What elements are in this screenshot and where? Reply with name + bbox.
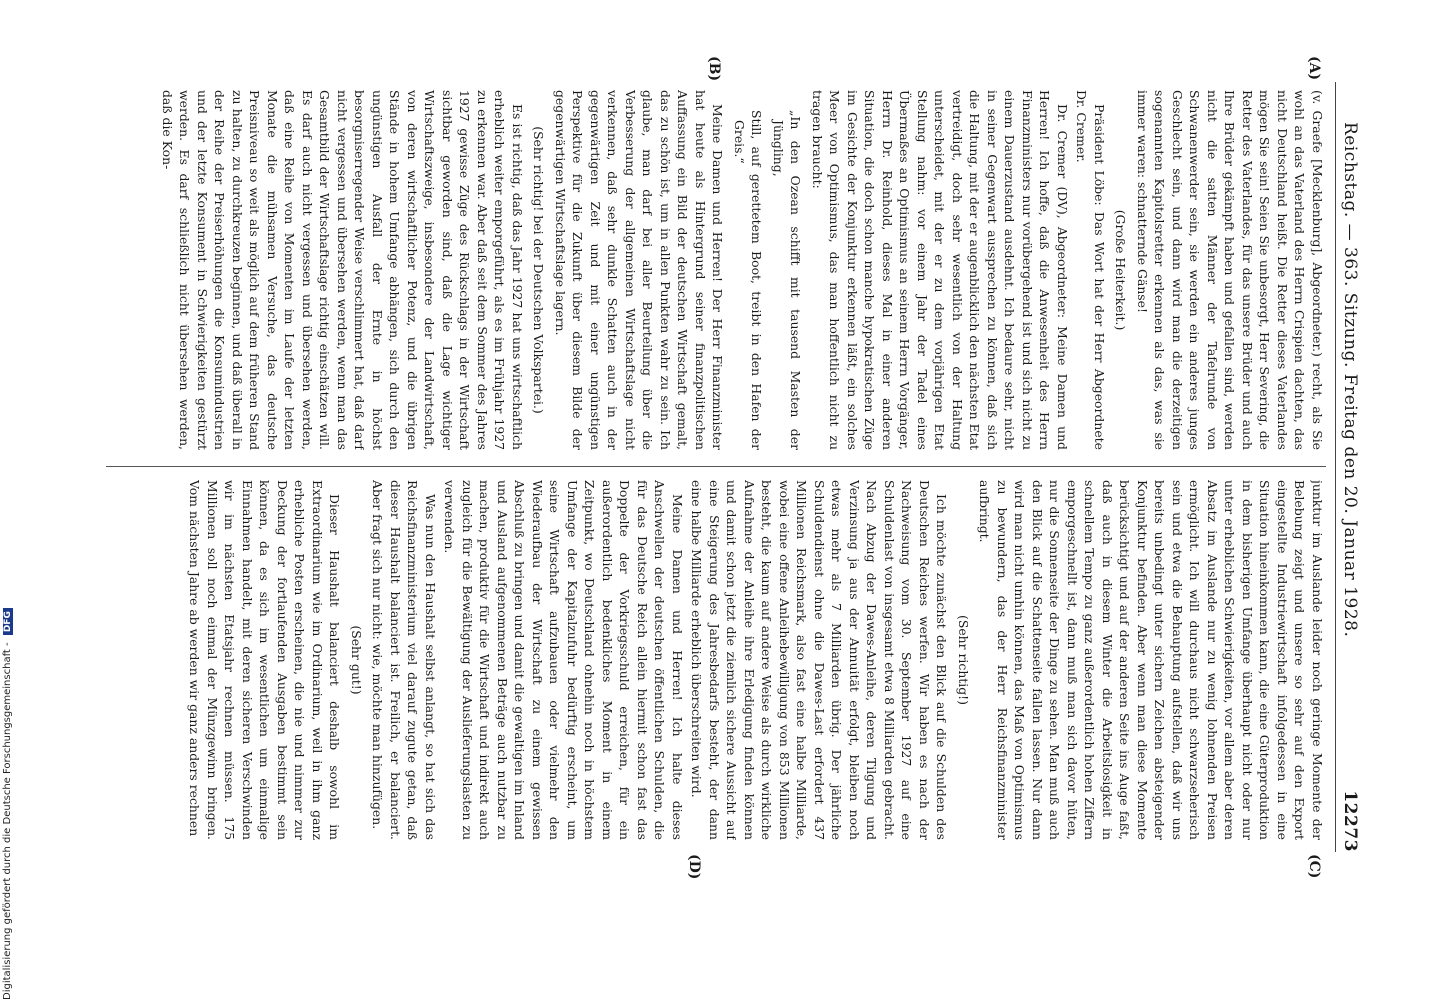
paragraph: Präsident Löbe: Das Wort hat der Herr Abgeordnete Dr. Cremer. xyxy=(1074,90,1107,450)
column-divider xyxy=(106,466,1326,467)
digitization-credit xyxy=(2,0,16,1000)
dfg-logo: DFG xyxy=(3,608,13,635)
credit-text xyxy=(2,608,13,1000)
paragraph: junktur im Auslande leider noch geringe Momente der Belebung zeigt und unsere so sehr auf den Export eingestellte Industriewirtschaft infolgedessen in eine Situation hineinkommen kann, die eine Güterproduktion in dem bisherigen Umfange überhaupt nicht oder nur unter erheblichen Schwierigkeiten, vor allem aber deren Absatz im Auslande nur zu wenig lohnenden Preisen ermöglicht. Ich will durchaus nicht schwarzseherisch sein und etwa die Behauptung aufstellen, daß wir uns bereits unbedingt unter sichern Zeichen absteigender Konjunktur befinden. Aber wenn man diese Momente berücksichtigt und auf der anderen Seite ins Auge faßt, daß auch in diesem Winter die Arbeitslosigkeit in schnellem Tempo zu ganz außerordentlich hohen Ziffern emporgeschnellt ist, dann muß man sich davor hüten, nur die Sonnenseite der Dinge zu sehen. Man muß auch den Blick auf die Schattenseite fallen lassen. Nur dann wird man nicht umhin können, das Maß von Optimismus zu bewundern, das der Herr Reichsfinanzminister aufbringt. xyxy=(977,480,1325,840)
left-column xyxy=(106,90,1326,450)
paragraph: Meine Damen und Herren! Ich halte dieses Anschwellen der deutschen öffentlichen Schulden, die für das Deutsche Reich allein hiermit schon fast das Doppelte der Vorkriegsschuld erreichen, für ein außerordentlich bedenkliches Moment in einem Zeitpunkt, wo Deutschland ohnehin noch in höchstem Umfange der Kapitalzufuhr bedürftig erscheint, um seine Wirtschaft aufzubauen oder vielmehr den Wiederaufbau der Wirtschaft zu einem gewissen Abschluß zu bringen und damit die gewaltigen im Inland und Ausland aufgenommenen Beträge auch nutzbar zu machen, produktiv für die Wirtschaft und indirekt auch zugleich für die Bewältigung der Auslieferungslasten zu verwenden. xyxy=(442,480,685,840)
right-column xyxy=(106,480,1326,840)
paragraph: Dieser Haushalt balanciert deshalb sowohl im Extraordinarium wie im Ordinarium, weil in ihm ganz erhebliche Posten erscheinen, die nie und nimmer zur Deckung der fortlaufenden Ausgaben bestimmt sein können, da es sich im wesentlichen um einmalige Einnahmen handelt, mit deren sicheren Verschwinden wir im nächsten Etatsjahr rechnen müssen. 175 Millionen soll noch einmal der Münzgewinn bringen. Vom nächsten Jahre ab werden wir ganz anders rechnen xyxy=(187,480,343,840)
margin-letter-c: (C) xyxy=(1306,854,1322,879)
paragraph: (v. Graefe [Mecklenburg], Abgeordneter.) recht, als Sie wohl an das Vaterland des Herrn Crispien dachten, das nicht Deutschland heißt. Die Retter dieses Vaterlandes mögen Sie sein! Seien Sie unbesorgt, Herr Severing, die Retter des Vaterlandes, für das unsere Brüder und auch Ihre Brüder gekämpft haben und gefallen sind, werden nicht die satten Männer der Tafelrunde von Schwanenwerder sein, sie werden ein anderes junges Geschlecht sein, und dann wird man die derzeitigen sogenannten Kapitolsretter erkennen als das, was sie immer waren: schnatternde Gänse! xyxy=(1135,90,1325,450)
paragraph: Es ist richtig, daß das Jahr 1927 hat uns wirtschaftlich erheblich weiter emporgeführt, als es im Frühjahr 1927 zu erkennen war. Aber daß seit dem Sommer des Jahres 1927 gewisse Züge des Rückschlags in der Wirtschaft sichtbar geworden sind, daß die Lage wichtiger Wirtschaftszweige, insbesondere der Landwirtschaft, von deren wirtschaftlicher Potenz, und die übrigen Stände in hohem Umfange abhängen, sich durch den ungünstigen Ausfall der Ernte in höchst besorgniserregender Weise verschlimmert hat, daß darf nicht vergessen und übersehen werden, wenn man das Gesamtbild der Wirtschaftslage richtig einschätzen will. Es darf auch nicht vergessen und übersehen werden, daß eine Reihe von Momenten im Laufe der letzten Monate die mühsamen Versuche, das deutsche Preisniveau so weit als möglich auf dem früheren Stand zu halten, zu durchkreuzen beginnen, und daß überall in der Reihe der Preiserhöhungen die Konsumindustrien und der letzte Konsument in Schwierigkeiten gestürzt werden. Es darf schließlich nicht übersehen werden, daß die Kon- xyxy=(160,90,525,450)
quote-line: Still, auf gerettetem Boot, treibt in den Hafen der Greis.“ xyxy=(732,110,765,450)
paragraph: Meine Damen und Herren! Der Herr Finanzminister hat heute als Hintergrund seiner finanzpolitischen Auffassung ein Bild der deutschen Wirtschaft gemalt, das zu schön ist, um in allen Punkten wahr zu sein. Ich glaube, man darf bei aller Beurteilung über die Verbesserung der allgemeinen Wirtschaftslage nicht verkennen, daß sehr dunkle Schatten auch in der gegenwärtigen Zeit und mit einer ungünstigen Perspektive für die Zukunft über diesem Bilde der gegenwärtigen Wirtschaftslage lagern. xyxy=(553,90,726,450)
page-content xyxy=(62,56,1362,880)
credit-label: Digitalisierung gefördert durch die Deutsche Forschungsgemeinschaft - xyxy=(2,642,13,1000)
page-header xyxy=(1335,82,1362,852)
paragraph: Ich möchte zunächst den Blick auf die Schulden des Deutschen Reiches werfen. Wir haben es nach der Nachweisung vom 30. September 1927 auf eine Schuldenlast von insgesamt etwa 8 Milliarden gebracht. Nach Abzug der Dawes-Anleihe, deren Tilgung und Verzinsung ja aus der Annuität erfolgt, bleiben noch etwas mehr als 7 Milliarden übrig. Der jährliche Schuldendienst ohne die Dawes-Last erfordert 437 Millionen Reichsmark, also fast eine halbe Milliarde, wobei eine offene Anleihebewilligung von 853 Millionen besteht, die kaum auf andere Weise als durch wirkliche Aufnahme der Anleihe ihre Erledigung finden können und damit schon jetzt die ziemlich sichere Aussicht auf eine Steigerung des Jahresbedarfs besteht, der dann eine halbe Milliarde erheblich überschreiten wird. xyxy=(689,480,950,840)
header-title: Reichstag. — 363. Sitzung. Freitag den 20. Januar 1928. xyxy=(1340,122,1360,638)
margin-letter-d: (D) xyxy=(686,854,702,880)
quote-line: „In den Ozean schifft mit tausend Masten der Jüngling, xyxy=(771,110,804,450)
margin-letter-b: (B) xyxy=(706,56,722,82)
paragraph: Dr. Cremer (DV), Abgeordneter: Meine Damen und Herren! Ich hoffe, daß die Anwesenheit des Herrn Finanzministers nur vorübergehend ist und sich nicht zu einem Dauerzustand ausdehnt. Ich bedaure sehr, nicht in seiner Gegenwart aussprechen zu können, daß sich die Haltung, mit der er augenblicklich den nächsten Etat vertreidigt, doch sehr wesentlich von der Haltung unterscheidet, mit der er zu dem vorjährigen Etat Stellung nahm: vor einem Jahr der Tadel eines Übermaßes an Optimismus an seinem Herrn Vorgänger, Herrn Dr. Reinhold, dieses Mal in einer anderen Situation, die doch schon manche hypokratischen Züge im Gesichte der Konjunktur erkennen läßt, ein solches Meer von Optimismus, das man hoffentlich nicht zu tragen braucht: xyxy=(810,90,1070,450)
interjection: (Sehr richtig! bei der Deutschen Volkspartei.) xyxy=(531,126,547,414)
paragraph: Was nun den Haushalt selbst anlangt, so hat sich das Reichsfinanzministerium viel darauf zugute getan, daß dieser Haushalt balanciert ist. Freilich, er balanciert. Aber fragt sich nur nicht: wie, möchte man hinzufügen. xyxy=(370,480,438,840)
interjection: (Sehr gut!) xyxy=(349,625,364,695)
interjection: (Sehr richtig!) xyxy=(956,615,971,705)
interjection: (Große Heiterkeit.) xyxy=(1113,209,1129,331)
page-number: 12273 xyxy=(1340,790,1360,852)
margin-letter-a: (A) xyxy=(1306,56,1322,81)
